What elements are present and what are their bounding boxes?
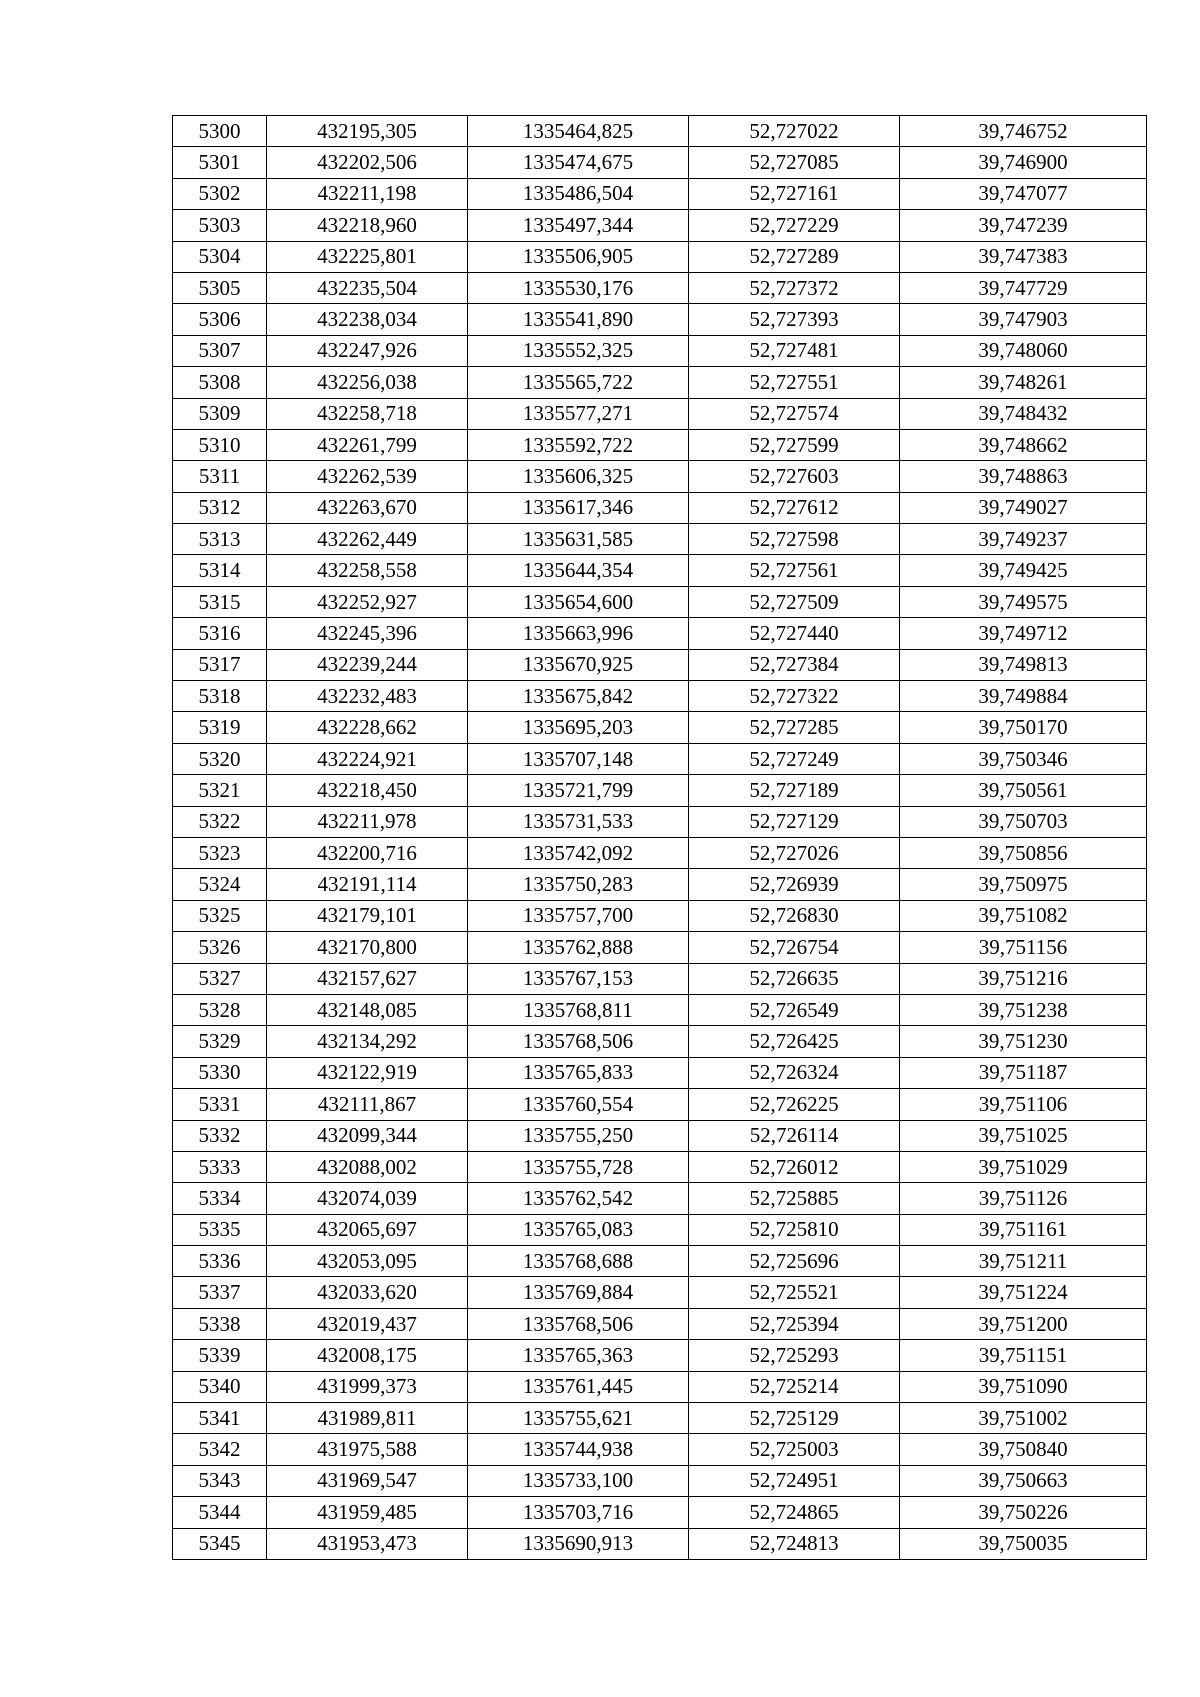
table-row [173, 429, 1147, 460]
x-coordinate-cell: 432088,002 [267, 1151, 468, 1182]
longitude-cell: 39,750346 [900, 743, 1147, 774]
point-number-cell: 5321 [173, 775, 267, 806]
longitude-cell: 39,750703 [900, 806, 1147, 837]
table-row [173, 1246, 1147, 1277]
y-coordinate-cell: 1335768,506 [468, 1026, 689, 1057]
latitude-cell: 52,726225 [689, 1089, 900, 1120]
y-coordinate-cell: 1335765,363 [468, 1340, 689, 1371]
longitude-cell: 39,749813 [900, 649, 1147, 680]
y-coordinate-cell: 1335762,888 [468, 932, 689, 963]
latitude-cell: 52,727161 [689, 178, 900, 209]
table-row [173, 806, 1147, 837]
latitude-cell: 52,727393 [689, 304, 900, 335]
point-number-cell: 5320 [173, 743, 267, 774]
table-row [173, 555, 1147, 586]
x-coordinate-cell: 432225,801 [267, 241, 468, 272]
latitude-cell: 52,727229 [689, 210, 900, 241]
point-number-cell: 5340 [173, 1371, 267, 1402]
y-coordinate-cell: 1335541,890 [468, 304, 689, 335]
table-row [173, 210, 1147, 241]
x-coordinate-cell: 431989,811 [267, 1403, 468, 1434]
latitude-cell: 52,727085 [689, 147, 900, 178]
y-coordinate-cell: 1335707,148 [468, 743, 689, 774]
point-number-cell: 5312 [173, 492, 267, 523]
latitude-cell: 52,727384 [689, 649, 900, 680]
table-row [173, 900, 1147, 931]
latitude-cell: 52,726754 [689, 932, 900, 963]
x-coordinate-cell: 432211,978 [267, 806, 468, 837]
table-row [173, 1277, 1147, 1308]
x-coordinate-cell: 432200,716 [267, 837, 468, 868]
x-coordinate-cell: 432074,039 [267, 1183, 468, 1214]
longitude-cell: 39,751002 [900, 1403, 1147, 1434]
point-number-cell: 5343 [173, 1465, 267, 1496]
latitude-cell: 52,727509 [689, 586, 900, 617]
point-number-cell: 5301 [173, 147, 267, 178]
longitude-cell: 39,751200 [900, 1308, 1147, 1339]
point-number-cell: 5344 [173, 1497, 267, 1528]
table-row [173, 241, 1147, 272]
table-row [173, 524, 1147, 555]
y-coordinate-cell: 1335617,346 [468, 492, 689, 523]
table-row [173, 178, 1147, 209]
point-number-cell: 5331 [173, 1089, 267, 1120]
x-coordinate-cell: 431999,373 [267, 1371, 468, 1402]
table-row [173, 492, 1147, 523]
table-row [173, 932, 1147, 963]
table-row [173, 1183, 1147, 1214]
point-number-cell: 5300 [173, 116, 267, 147]
y-coordinate-cell: 1335497,344 [468, 210, 689, 241]
longitude-cell: 39,750856 [900, 837, 1147, 868]
table-row [173, 1026, 1147, 1057]
longitude-cell: 39,751211 [900, 1246, 1147, 1277]
table-row [173, 1434, 1147, 1465]
y-coordinate-cell: 1335474,675 [468, 147, 689, 178]
point-number-cell: 5306 [173, 304, 267, 335]
latitude-cell: 52,726324 [689, 1057, 900, 1088]
y-coordinate-cell: 1335765,083 [468, 1214, 689, 1245]
latitude-cell: 52,727481 [689, 335, 900, 366]
x-coordinate-cell: 432235,504 [267, 272, 468, 303]
latitude-cell: 52,727289 [689, 241, 900, 272]
x-coordinate-cell: 432239,244 [267, 649, 468, 680]
y-coordinate-cell: 1335768,811 [468, 994, 689, 1025]
point-number-cell: 5339 [173, 1340, 267, 1371]
x-coordinate-cell: 432170,800 [267, 932, 468, 963]
longitude-cell: 39,751216 [900, 963, 1147, 994]
y-coordinate-cell: 1335644,354 [468, 555, 689, 586]
longitude-cell: 39,748432 [900, 398, 1147, 429]
point-number-cell: 5328 [173, 994, 267, 1025]
y-coordinate-cell: 1335506,905 [468, 241, 689, 272]
table-row [173, 1340, 1147, 1371]
point-number-cell: 5316 [173, 618, 267, 649]
latitude-cell: 52,724813 [689, 1528, 900, 1559]
table-row [173, 963, 1147, 994]
y-coordinate-cell: 1335769,884 [468, 1277, 689, 1308]
table-row [173, 743, 1147, 774]
longitude-cell: 39,751156 [900, 932, 1147, 963]
latitude-cell: 52,727574 [689, 398, 900, 429]
y-coordinate-cell: 1335765,833 [468, 1057, 689, 1088]
point-number-cell: 5303 [173, 210, 267, 241]
longitude-cell: 39,747903 [900, 304, 1147, 335]
table-row [173, 1371, 1147, 1402]
table-row [173, 147, 1147, 178]
y-coordinate-cell: 1335631,585 [468, 524, 689, 555]
x-coordinate-cell: 432099,344 [267, 1120, 468, 1151]
x-coordinate-cell: 431959,485 [267, 1497, 468, 1528]
point-number-cell: 5307 [173, 335, 267, 366]
point-number-cell: 5332 [173, 1120, 267, 1151]
point-number-cell: 5335 [173, 1214, 267, 1245]
longitude-cell: 39,750840 [900, 1434, 1147, 1465]
x-coordinate-cell: 432019,437 [267, 1308, 468, 1339]
table-row [173, 1089, 1147, 1120]
longitude-cell: 39,748060 [900, 335, 1147, 366]
point-number-cell: 5334 [173, 1183, 267, 1214]
table-row [173, 618, 1147, 649]
longitude-cell: 39,749237 [900, 524, 1147, 555]
point-number-cell: 5313 [173, 524, 267, 555]
point-number-cell: 5318 [173, 681, 267, 712]
y-coordinate-cell: 1335761,445 [468, 1371, 689, 1402]
point-number-cell: 5324 [173, 869, 267, 900]
longitude-cell: 39,751230 [900, 1026, 1147, 1057]
table-row [173, 335, 1147, 366]
table-row [173, 1403, 1147, 1434]
x-coordinate-cell: 432218,960 [267, 210, 468, 241]
point-number-cell: 5345 [173, 1528, 267, 1559]
longitude-cell: 39,747077 [900, 178, 1147, 209]
point-number-cell: 5342 [173, 1434, 267, 1465]
y-coordinate-cell: 1335721,799 [468, 775, 689, 806]
point-number-cell: 5322 [173, 806, 267, 837]
x-coordinate-cell: 431975,588 [267, 1434, 468, 1465]
latitude-cell: 52,725521 [689, 1277, 900, 1308]
longitude-cell: 39,748261 [900, 367, 1147, 398]
point-number-cell: 5314 [173, 555, 267, 586]
x-coordinate-cell: 432157,627 [267, 963, 468, 994]
coordinates-table [172, 115, 1147, 1560]
table-row [173, 837, 1147, 868]
y-coordinate-cell: 1335552,325 [468, 335, 689, 366]
latitude-cell: 52,727612 [689, 492, 900, 523]
y-coordinate-cell: 1335592,722 [468, 429, 689, 460]
point-number-cell: 5330 [173, 1057, 267, 1088]
longitude-cell: 39,751238 [900, 994, 1147, 1025]
table-row [173, 649, 1147, 680]
longitude-cell: 39,749884 [900, 681, 1147, 712]
y-coordinate-cell: 1335606,325 [468, 461, 689, 492]
longitude-cell: 39,749575 [900, 586, 1147, 617]
longitude-cell: 39,748863 [900, 461, 1147, 492]
latitude-cell: 52,726635 [689, 963, 900, 994]
longitude-cell: 39,746752 [900, 116, 1147, 147]
y-coordinate-cell: 1335755,621 [468, 1403, 689, 1434]
longitude-cell: 39,751106 [900, 1089, 1147, 1120]
table-row [173, 1057, 1147, 1088]
point-number-cell: 5333 [173, 1151, 267, 1182]
longitude-cell: 39,750561 [900, 775, 1147, 806]
x-coordinate-cell: 432033,620 [267, 1277, 468, 1308]
longitude-cell: 39,751025 [900, 1120, 1147, 1151]
longitude-cell: 39,750170 [900, 712, 1147, 743]
y-coordinate-cell: 1335486,504 [468, 178, 689, 209]
latitude-cell: 52,726939 [689, 869, 900, 900]
table-row [173, 681, 1147, 712]
x-coordinate-cell: 432195,305 [267, 116, 468, 147]
y-coordinate-cell: 1335760,554 [468, 1089, 689, 1120]
table-row [173, 304, 1147, 335]
longitude-cell: 39,748662 [900, 429, 1147, 460]
y-coordinate-cell: 1335654,600 [468, 586, 689, 617]
longitude-cell: 39,751151 [900, 1340, 1147, 1371]
x-coordinate-cell: 432224,921 [267, 743, 468, 774]
latitude-cell: 52,725696 [689, 1246, 900, 1277]
x-coordinate-cell: 432211,198 [267, 178, 468, 209]
point-number-cell: 5329 [173, 1026, 267, 1057]
point-number-cell: 5326 [173, 932, 267, 963]
y-coordinate-cell: 1335762,542 [468, 1183, 689, 1214]
table-row [173, 1497, 1147, 1528]
longitude-cell: 39,751082 [900, 900, 1147, 931]
y-coordinate-cell: 1335755,250 [468, 1120, 689, 1151]
x-coordinate-cell: 432228,662 [267, 712, 468, 743]
latitude-cell: 52,727372 [689, 272, 900, 303]
x-coordinate-cell: 432252,927 [267, 586, 468, 617]
latitude-cell: 52,727551 [689, 367, 900, 398]
point-number-cell: 5308 [173, 367, 267, 398]
latitude-cell: 52,725214 [689, 1371, 900, 1402]
latitude-cell: 52,725810 [689, 1214, 900, 1245]
latitude-cell: 52,727285 [689, 712, 900, 743]
point-number-cell: 5319 [173, 712, 267, 743]
longitude-cell: 39,749425 [900, 555, 1147, 586]
latitude-cell: 52,725394 [689, 1308, 900, 1339]
point-number-cell: 5336 [173, 1246, 267, 1277]
y-coordinate-cell: 1335690,913 [468, 1528, 689, 1559]
x-coordinate-cell: 432065,697 [267, 1214, 468, 1245]
y-coordinate-cell: 1335767,153 [468, 963, 689, 994]
latitude-cell: 52,727599 [689, 429, 900, 460]
latitude-cell: 52,726114 [689, 1120, 900, 1151]
table-row [173, 775, 1147, 806]
y-coordinate-cell: 1335464,825 [468, 116, 689, 147]
longitude-cell: 39,751029 [900, 1151, 1147, 1182]
longitude-cell: 39,746900 [900, 147, 1147, 178]
y-coordinate-cell: 1335768,688 [468, 1246, 689, 1277]
longitude-cell: 39,751224 [900, 1277, 1147, 1308]
y-coordinate-cell: 1335750,283 [468, 869, 689, 900]
longitude-cell: 39,749027 [900, 492, 1147, 523]
latitude-cell: 52,725003 [689, 1434, 900, 1465]
x-coordinate-cell: 432245,396 [267, 618, 468, 649]
x-coordinate-cell: 431953,473 [267, 1528, 468, 1559]
point-number-cell: 5338 [173, 1308, 267, 1339]
point-number-cell: 5337 [173, 1277, 267, 1308]
latitude-cell: 52,727440 [689, 618, 900, 649]
y-coordinate-cell: 1335731,533 [468, 806, 689, 837]
x-coordinate-cell: 432238,034 [267, 304, 468, 335]
latitude-cell: 52,726425 [689, 1026, 900, 1057]
x-coordinate-cell: 432258,718 [267, 398, 468, 429]
y-coordinate-cell: 1335530,176 [468, 272, 689, 303]
latitude-cell: 52,727129 [689, 806, 900, 837]
table-row [173, 272, 1147, 303]
y-coordinate-cell: 1335695,203 [468, 712, 689, 743]
point-number-cell: 5311 [173, 461, 267, 492]
x-coordinate-cell: 432179,101 [267, 900, 468, 931]
x-coordinate-cell: 431969,547 [267, 1465, 468, 1496]
point-number-cell: 5317 [173, 649, 267, 680]
latitude-cell: 52,724865 [689, 1497, 900, 1528]
y-coordinate-cell: 1335757,700 [468, 900, 689, 931]
x-coordinate-cell: 432258,558 [267, 555, 468, 586]
table-row [173, 1120, 1147, 1151]
point-number-cell: 5302 [173, 178, 267, 209]
x-coordinate-cell: 432053,095 [267, 1246, 468, 1277]
point-number-cell: 5304 [173, 241, 267, 272]
longitude-cell: 39,747239 [900, 210, 1147, 241]
longitude-cell: 39,747383 [900, 241, 1147, 272]
latitude-cell: 52,726549 [689, 994, 900, 1025]
x-coordinate-cell: 432263,670 [267, 492, 468, 523]
table-row [173, 1151, 1147, 1182]
x-coordinate-cell: 432262,539 [267, 461, 468, 492]
longitude-cell: 39,751090 [900, 1371, 1147, 1402]
y-coordinate-cell: 1335768,506 [468, 1308, 689, 1339]
table-row [173, 994, 1147, 1025]
y-coordinate-cell: 1335663,996 [468, 618, 689, 649]
table-row [173, 116, 1147, 147]
table-row [173, 586, 1147, 617]
y-coordinate-cell: 1335703,716 [468, 1497, 689, 1528]
latitude-cell: 52,727026 [689, 837, 900, 868]
latitude-cell: 52,725885 [689, 1183, 900, 1214]
x-coordinate-cell: 432247,926 [267, 335, 468, 366]
longitude-cell: 39,750663 [900, 1465, 1147, 1496]
point-number-cell: 5310 [173, 429, 267, 460]
point-number-cell: 5341 [173, 1403, 267, 1434]
table-row [173, 461, 1147, 492]
longitude-cell: 39,751161 [900, 1214, 1147, 1245]
x-coordinate-cell: 432202,506 [267, 147, 468, 178]
y-coordinate-cell: 1335742,092 [468, 837, 689, 868]
x-coordinate-cell: 432256,038 [267, 367, 468, 398]
x-coordinate-cell: 432261,799 [267, 429, 468, 460]
latitude-cell: 52,727598 [689, 524, 900, 555]
table-row [173, 1308, 1147, 1339]
table-row [173, 398, 1147, 429]
longitude-cell: 39,750975 [900, 869, 1147, 900]
table-row [173, 712, 1147, 743]
x-coordinate-cell: 432111,867 [267, 1089, 468, 1120]
x-coordinate-cell: 432262,449 [267, 524, 468, 555]
latitude-cell: 52,725293 [689, 1340, 900, 1371]
y-coordinate-cell: 1335670,925 [468, 649, 689, 680]
x-coordinate-cell: 432232,483 [267, 681, 468, 712]
latitude-cell: 52,726012 [689, 1151, 900, 1182]
y-coordinate-cell: 1335755,728 [468, 1151, 689, 1182]
longitude-cell: 39,750226 [900, 1497, 1147, 1528]
y-coordinate-cell: 1335744,938 [468, 1434, 689, 1465]
point-number-cell: 5327 [173, 963, 267, 994]
y-coordinate-cell: 1335565,722 [468, 367, 689, 398]
y-coordinate-cell: 1335675,842 [468, 681, 689, 712]
point-number-cell: 5315 [173, 586, 267, 617]
x-coordinate-cell: 432191,114 [267, 869, 468, 900]
x-coordinate-cell: 432134,292 [267, 1026, 468, 1057]
table-row [173, 1214, 1147, 1245]
longitude-cell: 39,749712 [900, 618, 1147, 649]
latitude-cell: 52,727561 [689, 555, 900, 586]
latitude-cell: 52,727322 [689, 681, 900, 712]
latitude-cell: 52,727189 [689, 775, 900, 806]
latitude-cell: 52,727249 [689, 743, 900, 774]
latitude-cell: 52,727022 [689, 116, 900, 147]
table-row [173, 1528, 1147, 1559]
latitude-cell: 52,726830 [689, 900, 900, 931]
point-number-cell: 5309 [173, 398, 267, 429]
x-coordinate-cell: 432122,919 [267, 1057, 468, 1088]
x-coordinate-cell: 432218,450 [267, 775, 468, 806]
table-row [173, 1465, 1147, 1496]
coordinates-table-body [173, 116, 1147, 1560]
y-coordinate-cell: 1335733,100 [468, 1465, 689, 1496]
point-number-cell: 5325 [173, 900, 267, 931]
latitude-cell: 52,727603 [689, 461, 900, 492]
table-row [173, 869, 1147, 900]
longitude-cell: 39,751126 [900, 1183, 1147, 1214]
longitude-cell: 39,750035 [900, 1528, 1147, 1559]
x-coordinate-cell: 432148,085 [267, 994, 468, 1025]
latitude-cell: 52,725129 [689, 1403, 900, 1434]
latitude-cell: 52,724951 [689, 1465, 900, 1496]
x-coordinate-cell: 432008,175 [267, 1340, 468, 1371]
point-number-cell: 5323 [173, 837, 267, 868]
point-number-cell: 5305 [173, 272, 267, 303]
table-row [173, 367, 1147, 398]
longitude-cell: 39,751187 [900, 1057, 1147, 1088]
y-coordinate-cell: 1335577,271 [468, 398, 689, 429]
longitude-cell: 39,747729 [900, 272, 1147, 303]
